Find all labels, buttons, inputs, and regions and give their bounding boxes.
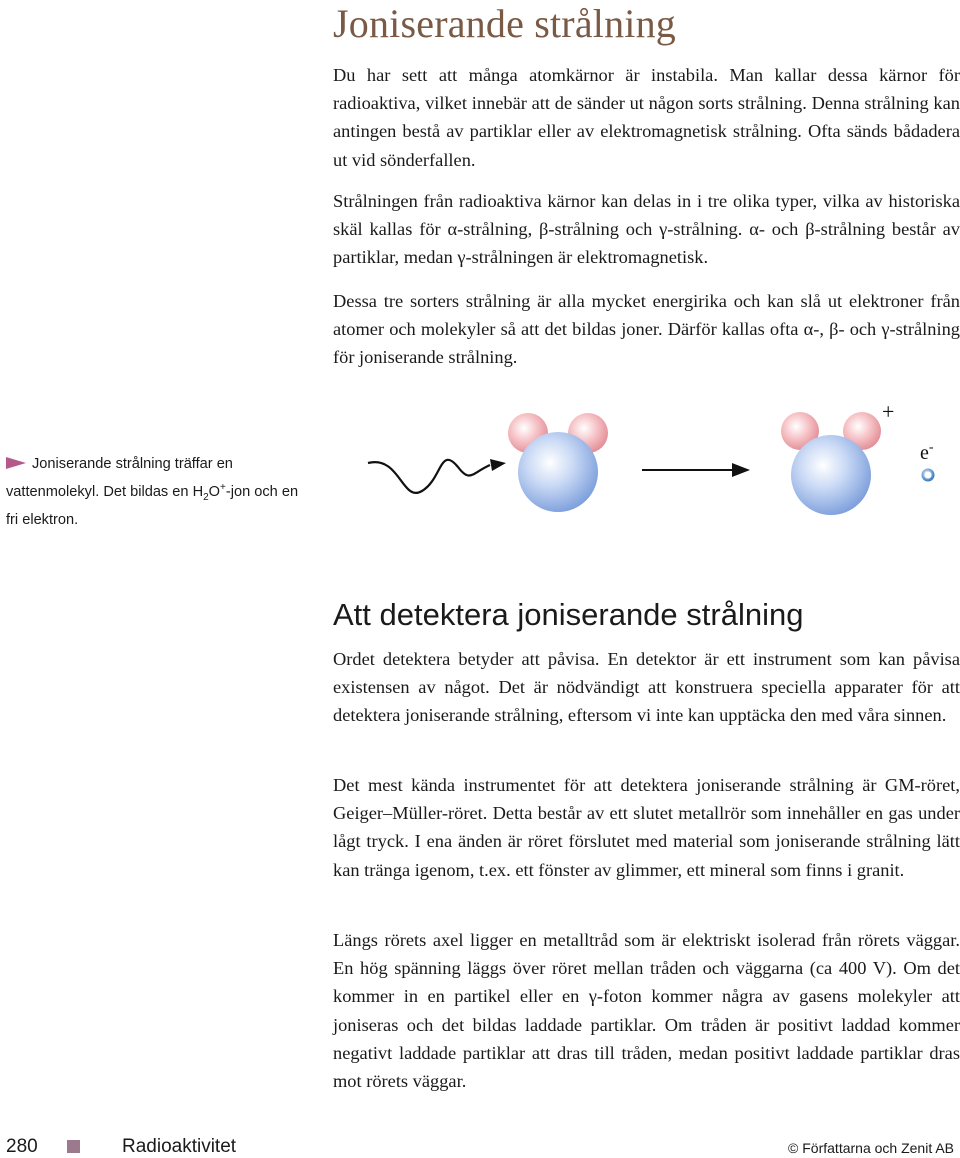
page-title: Joniserande strålning xyxy=(333,1,677,46)
detect-definition-paragraph: Ordet detektera betyder att påvisa. En detektor är ett instrument som kan påvisa existensen av något. Det är nödvändigt att konstruera speciella apparater för att detektera joniserande strålning, eftersom vi inte kan upptäcka den med våra sinnen. xyxy=(333,649,960,726)
footer-section-title: Radioaktivitet xyxy=(122,1136,237,1157)
section-heading: Att detektera joniserande strålning xyxy=(333,597,804,632)
caption-marker-icon xyxy=(6,457,26,469)
water-molecule-before xyxy=(508,413,608,512)
figure-caption xyxy=(6,453,306,532)
caption-text-2: -jon och en fri elektron. xyxy=(6,483,299,528)
reaction-arrow-head-icon xyxy=(732,463,750,477)
caption-subscript: 2 xyxy=(203,491,209,503)
radiation-types-paragraph: Strålningen från radioaktiva kärnor kan delas in i tre olika typer, vilka av historiska skäl kallas för α-strålning, β-strålning och γ-strålning. α- och β-strålning består av partiklar, medan γ-strålningen är elektromagnetisk. xyxy=(333,191,960,268)
oxygen-atom xyxy=(518,432,598,512)
footer-square-icon xyxy=(67,1140,80,1153)
caption-superscript: + xyxy=(220,482,226,493)
oxygen-atom xyxy=(791,435,871,515)
intro-paragraph: Du har sett att många atomkärnor är instabila. Man kallar dessa kärnor för radioaktiva, vilket innebär att de sänder ut någon sorts strålning. Denna strålning kan antingen bestå av partiklar eller av elektromagnetisk strålning. Ofta sänds bådadera ut vid sönderfallen. xyxy=(333,65,960,170)
positive-charge-label: + xyxy=(882,399,895,424)
gm-wire-paragraph: Längs rörets axel ligger en metalltråd som är elektriskt isolerad från rörets väggar. En hög spänning läggs över röret mellan tråden och väggarna (ca 400 V). Om det kommer in en partikel eller en γ-foton kommer några av gasens molekyler att joniseras och det bildas laddade partiklar. Om tråden är positivt laddad kommer negativt laddade partiklar att dras till tråden, medan positivt laddade partiklar dras mot rörets väggar. xyxy=(333,930,960,1092)
ionizing-paragraph: Dessa tre sorters strålning är alla mycket energirika och kan slå ut elektroner från atomer och molekyler så att det bildas joner. Därför kallas ofta α-, β- och γ-strålning för joniserande strålning. xyxy=(333,291,960,368)
caption-text-o: O xyxy=(208,483,221,500)
wavy-radiation-arrow-path xyxy=(368,460,490,493)
page-number: 280 xyxy=(6,1136,38,1157)
water-ionization-diagram xyxy=(330,395,960,535)
caption-text-1: Joniserande strålning träffar en vattenmolekyl. Det bildas en H xyxy=(6,456,233,500)
wavy-arrow-head-icon xyxy=(490,459,506,471)
electron-label: e- xyxy=(920,440,934,464)
gm-tube-paragraph: Det mest kända instrumentet för att detektera joniserande strålning är GM-röret, Geiger–Müller-röret. Detta består av ett slutet metallrör som innehåller en gas under lågt tryck. I ena änden är röret förslutet med material som joniserande strålning lätt kan tränga igenom, t.ex. ett fönster av glimmer, ett mineral som finns i granit. xyxy=(333,775,960,880)
footer-copyright: © Författarna och Zenit AB xyxy=(788,1140,954,1156)
electron-dot-icon xyxy=(923,470,933,480)
water-molecule-after xyxy=(781,412,881,515)
